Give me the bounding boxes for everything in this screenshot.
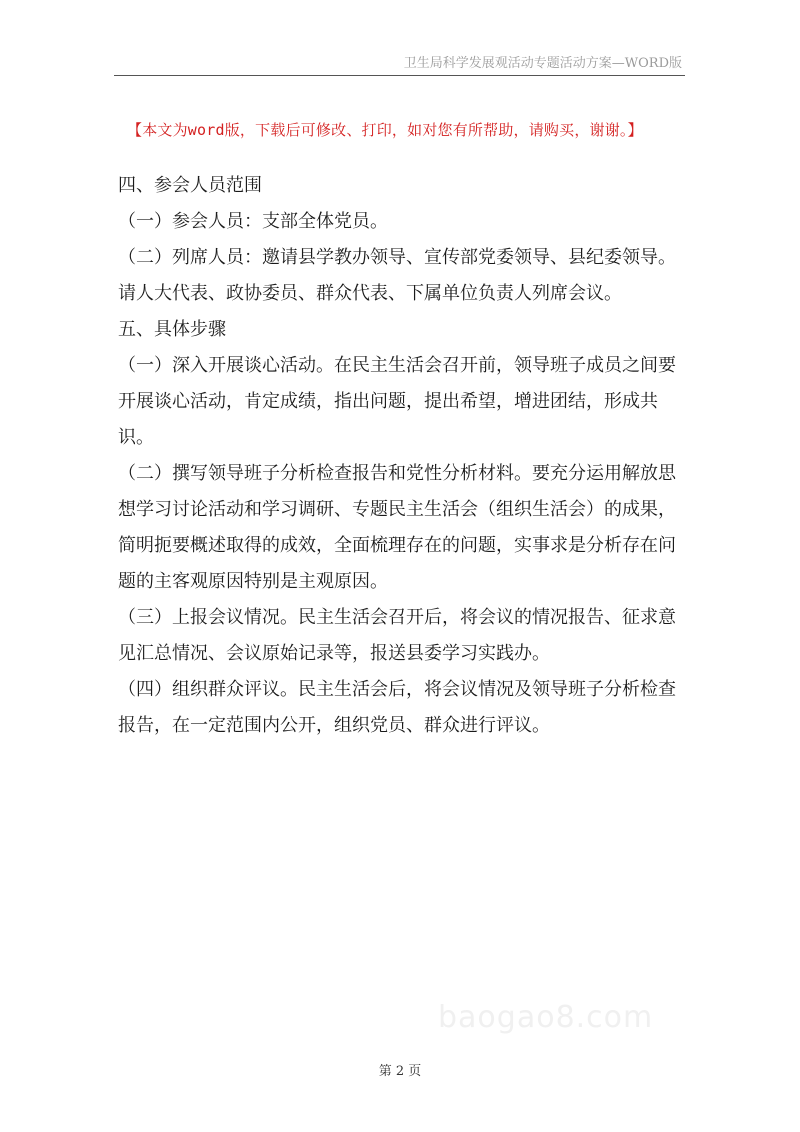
paragraph-observers: （二）列席人员：邀请县学教办领导、宣传部党委领导、县纪委领导。请人大代表、政协委员、群众代表、下属单位负责人列席会议。 <box>118 247 676 304</box>
header-divider <box>114 75 685 76</box>
paragraph-attendees: （一）参会人员：支部全体党员。 <box>118 211 388 232</box>
paragraph-step-1: （一）深入开展谈心活动。在民主生活会召开前，领导班子成员之间要开展谈心活动，肯定成绩，指出问题，提出希望，增进团结，形成共识。 <box>118 355 676 448</box>
document-header-title: 卫生局科学发展观活动专题活动方案—WORD版 <box>403 56 682 71</box>
paragraph-step-3: （三）上报会议情况。民主生活会召开后，将会议的情况报告、征求意见汇总情况、会议原始记录等，报送县委学习实践办。 <box>118 607 676 664</box>
paragraph-step-4: （四）组织群众评议。民主生活会后，将会议情况及领导班子分析检查报告，在一定范围内公开，组织党员、群众进行评议。 <box>118 679 676 736</box>
section-heading-participants: 四、参会人员范围 <box>118 175 262 196</box>
paragraph-step-2: （二）撰写领导班子分析检查报告和党性分析材料。要充分运用解放思想学习讨论活动和学习调研、专题民主生活会（组织生活会）的成果，简明扼要概述取得的成效，全面梳理存在的问题，实事求是分析存在问题的主客观原因特别是主观原因。 <box>118 463 676 592</box>
page-number: 第 2 页 <box>378 1064 422 1079</box>
download-notice: 【本文为word版，下载后可修改、打印，如对您有所帮助，请购买，谢谢。】 <box>127 121 643 139</box>
document-body <box>118 168 688 744</box>
section-heading-steps: 五、具体步骤 <box>118 319 226 340</box>
watermark-text: baogao8.com <box>438 1000 654 1035</box>
